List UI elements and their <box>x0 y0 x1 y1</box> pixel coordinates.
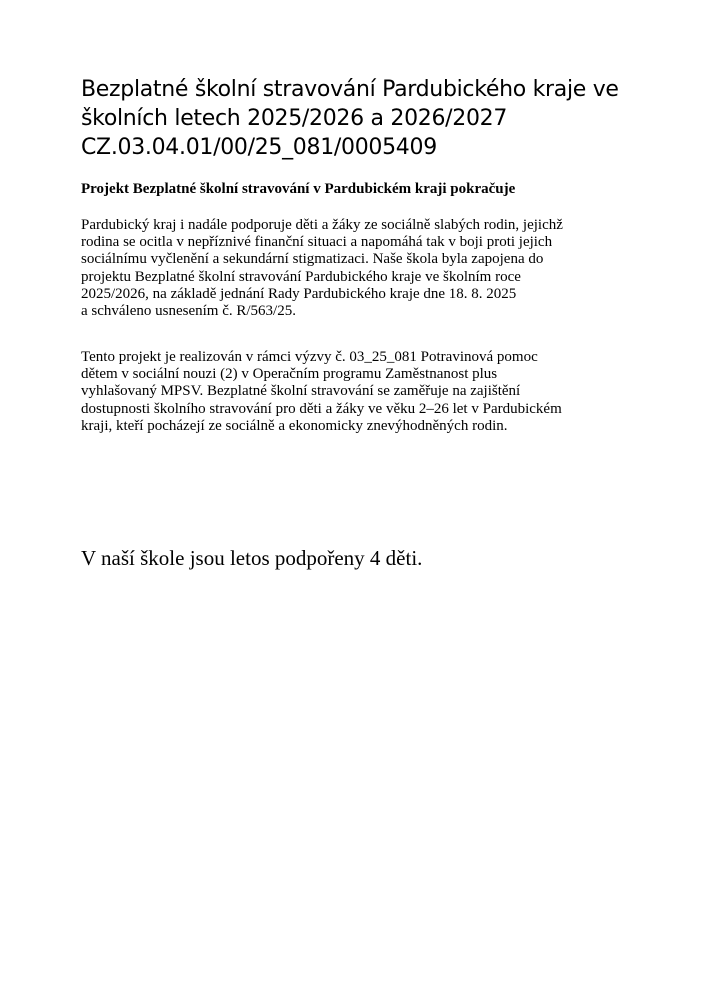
text-line: dětem v sociální nouzi (2) v Operačním programu Zaměstnanost plus <box>81 366 498 383</box>
text-line: dostupnosti školního stravování pro děti a žáky ve věku 2–26 let v Pardubickém <box>81 400 562 417</box>
document-title <box>81 75 671 162</box>
paragraph-project <box>81 349 641 435</box>
document-subtitle: Projekt Bezplatné školní stravování v Pardubickém kraji pokračuje <box>81 181 516 197</box>
support-note: V naší škole jsou letos podpořeny 4 děti. <box>81 546 423 570</box>
text-line: a schváleno usnesením č. R/563/25. <box>81 303 296 320</box>
text-line: 2025/2026, na základě jednání Rady Pardubického kraje dne 18. 8. 2025 <box>81 285 517 302</box>
text-line: kraji, kteří pocházejí ze sociálně a ekonomicky znevýhodněných rodin. <box>81 417 508 434</box>
text-line: rodina se ocitla v nepříznivé finanční situaci a napomáhá tak v boji proti jejich <box>81 234 553 251</box>
text-line: Tento projekt je realizován v rámci výzvy č. 03_25_081 Potravinová pomoc <box>81 349 538 365</box>
title-line: Bezplatné školní stravování Pardubického kraje ve <box>81 77 619 102</box>
text-line: Pardubický kraj i nadále podporuje děti a žáky ze sociálně slabých rodin, jejichž <box>81 217 563 233</box>
text-line: vyhlašovaný MPSV. Bezplatné školní stravování se zaměřuje na zajištění <box>81 383 521 400</box>
paragraph-intro <box>81 217 641 320</box>
text-line: projektu Bezplatné školní stravování Pardubického kraje ve školním roce <box>81 268 521 285</box>
text-line: sociálnímu vyčlenění a sekundární stigmatizaci. Naše škola byla zapojena do <box>81 251 544 268</box>
project-code: CZ.03.04.01/00/25_081/0005409 <box>81 135 437 160</box>
title-line: školních letech 2025/2026 a 2026/2027 <box>81 106 508 131</box>
